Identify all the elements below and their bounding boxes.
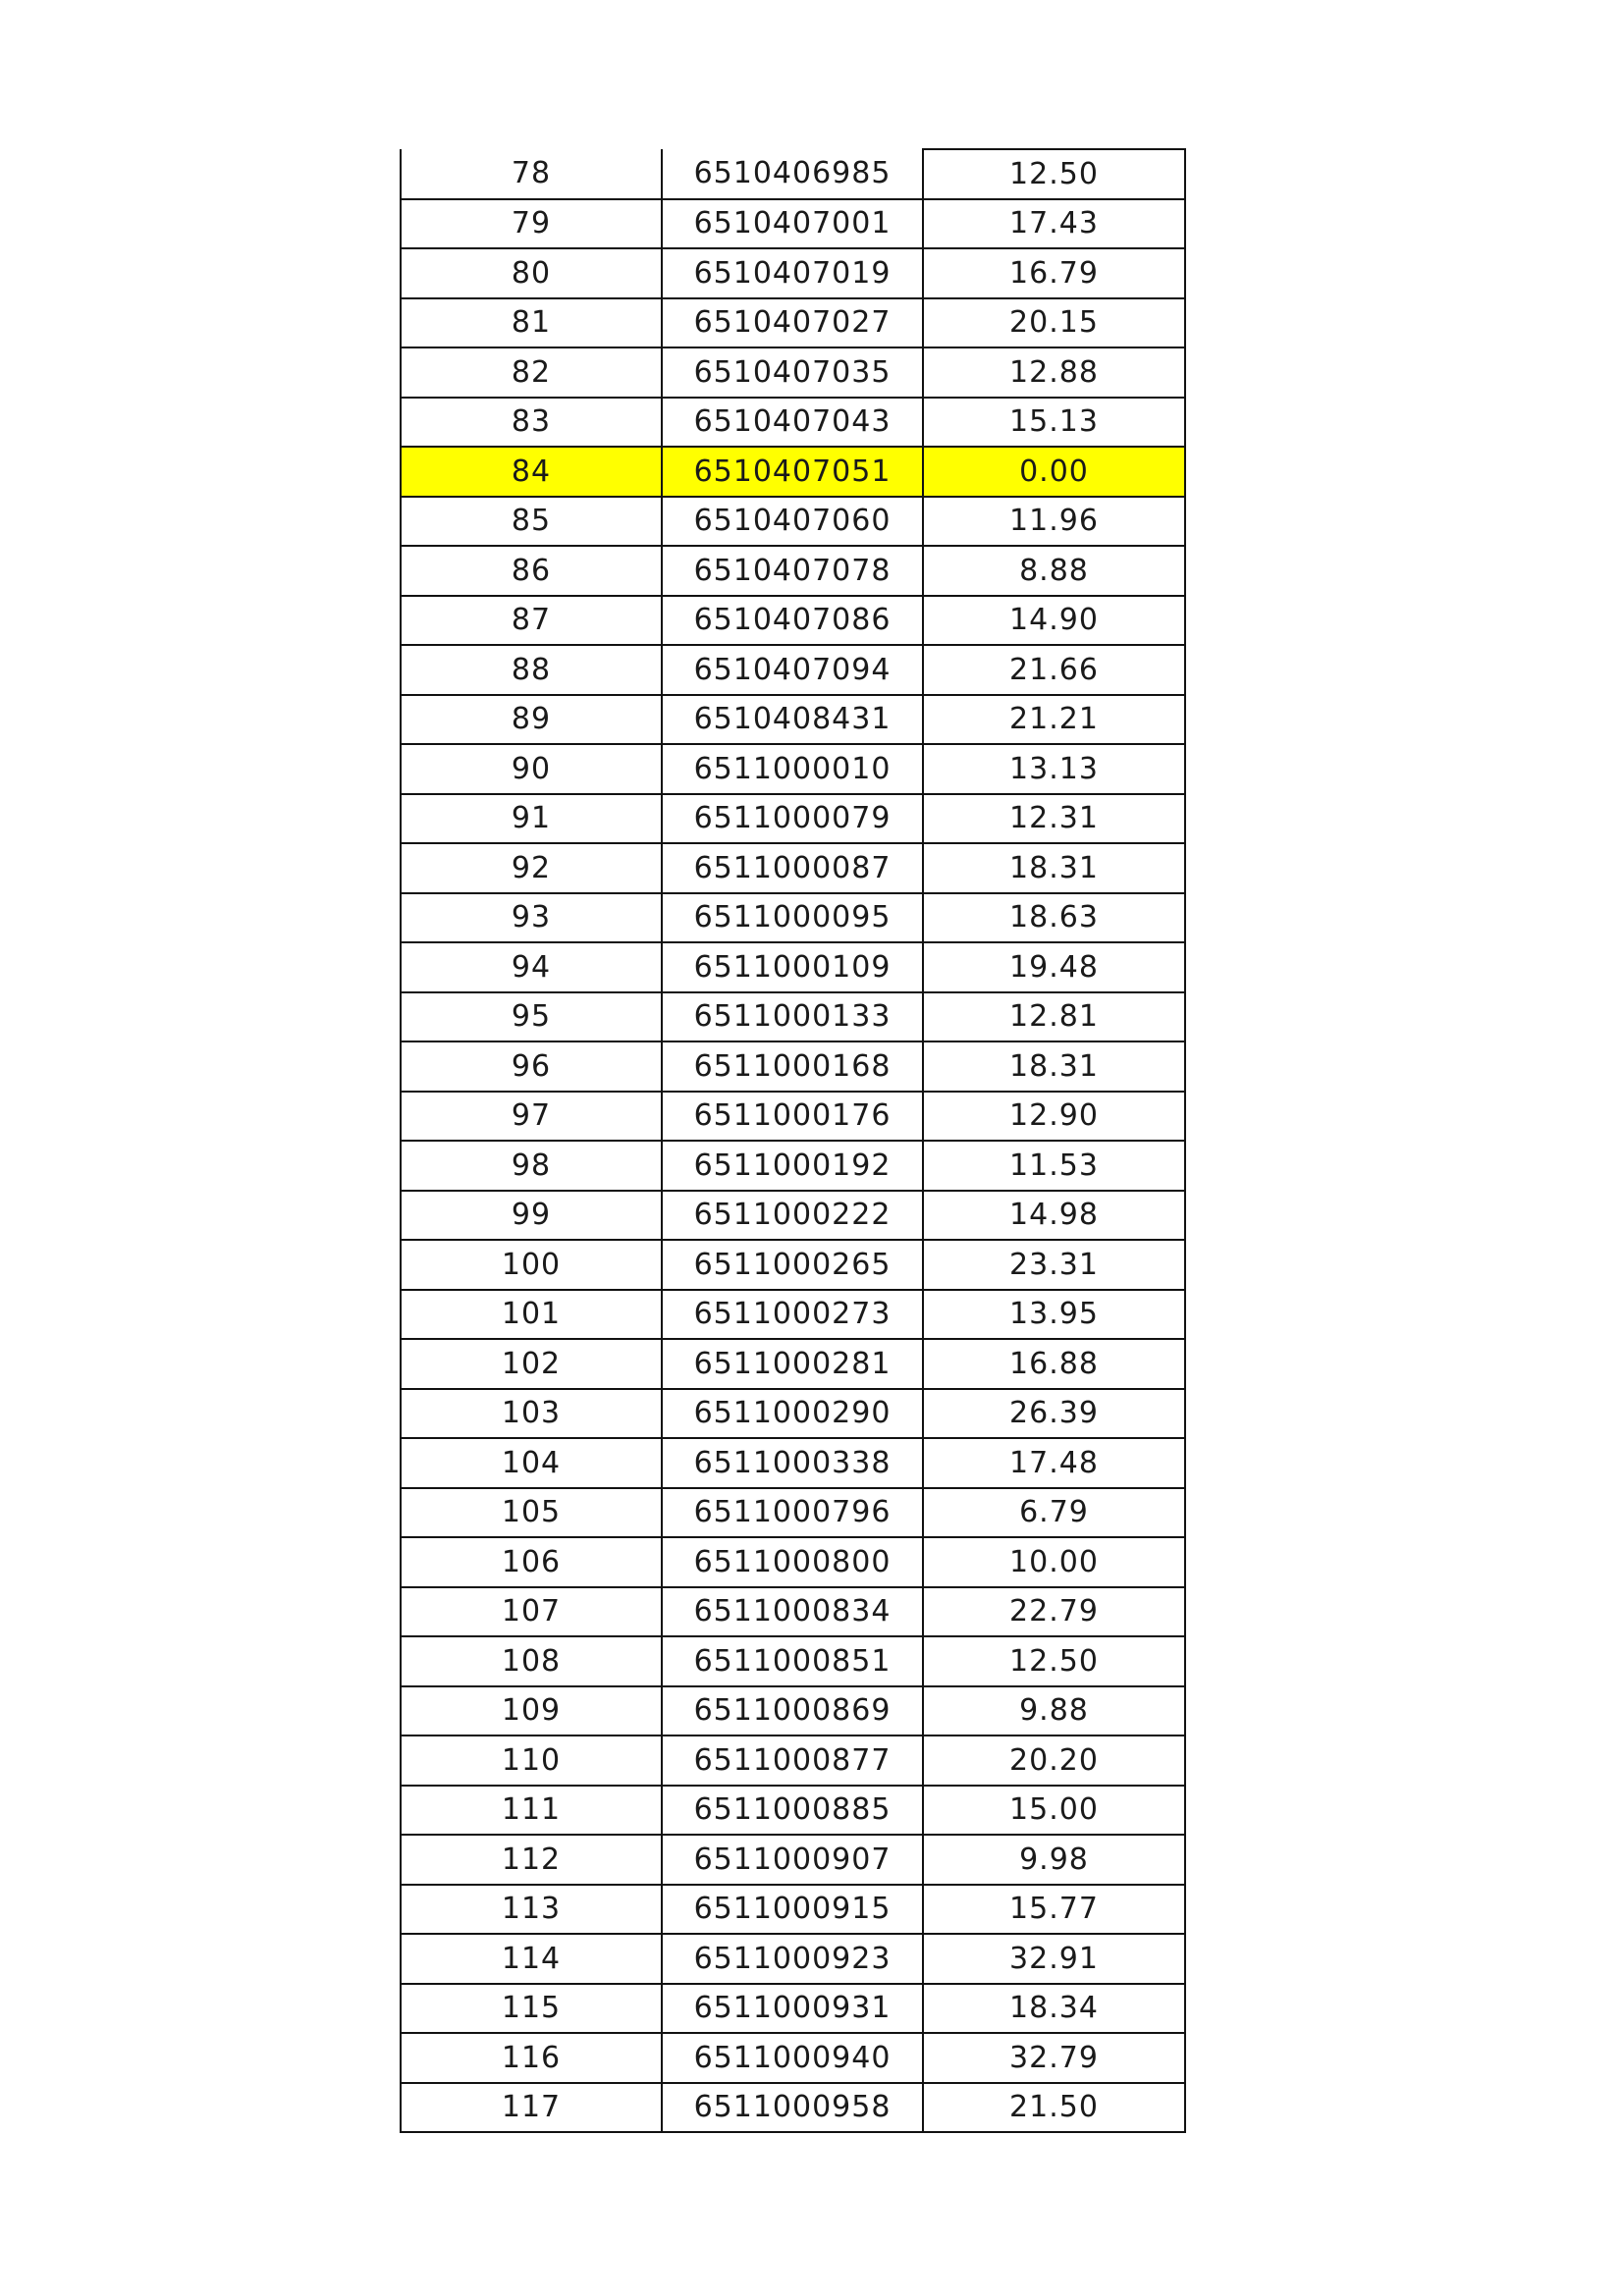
table-row [401, 2033, 1185, 2083]
table-row [401, 1041, 1185, 1092]
row-number-cell: 114 [401, 1934, 662, 1984]
table-row [401, 248, 1185, 298]
value-cell: 17.48 [923, 1438, 1185, 1488]
table-row [401, 199, 1185, 249]
code-cell: 6510406985 [662, 149, 923, 199]
row-number-cell: 102 [401, 1339, 662, 1389]
code-cell: 6510407086 [662, 596, 923, 646]
code-cell: 6511000010 [662, 744, 923, 794]
table-row [401, 1885, 1185, 1935]
table-row [401, 1636, 1185, 1686]
value-cell: 14.90 [923, 596, 1185, 646]
code-cell: 6510407051 [662, 447, 923, 497]
row-number-cell: 116 [401, 2033, 662, 2083]
row-number-cell: 88 [401, 645, 662, 695]
code-cell: 6510407035 [662, 347, 923, 398]
value-cell: 13.13 [923, 744, 1185, 794]
row-number-cell: 80 [401, 248, 662, 298]
table-row [401, 942, 1185, 992]
code-cell: 6511000290 [662, 1389, 923, 1439]
code-cell: 6511000796 [662, 1488, 923, 1538]
row-number-cell: 94 [401, 942, 662, 992]
row-number-cell: 101 [401, 1290, 662, 1340]
code-cell: 6511000931 [662, 1984, 923, 2034]
value-cell: 12.50 [923, 149, 1185, 199]
value-cell: 21.66 [923, 645, 1185, 695]
table-row [401, 1141, 1185, 1191]
row-number-cell: 98 [401, 1141, 662, 1191]
code-cell: 6511000079 [662, 794, 923, 844]
value-cell: 16.88 [923, 1339, 1185, 1389]
table-row [401, 1537, 1185, 1587]
table-row [401, 1488, 1185, 1538]
row-number-cell: 83 [401, 398, 662, 448]
row-number-cell: 106 [401, 1537, 662, 1587]
code-cell: 6510407078 [662, 546, 923, 596]
value-cell: 12.88 [923, 347, 1185, 398]
row-number-cell: 100 [401, 1240, 662, 1290]
code-cell: 6510407094 [662, 645, 923, 695]
table-row [401, 695, 1185, 745]
table-row [401, 1686, 1185, 1736]
row-number-cell: 113 [401, 1885, 662, 1935]
value-cell: 21.50 [923, 2083, 1185, 2133]
code-cell: 6510407043 [662, 398, 923, 448]
table-row [401, 843, 1185, 893]
code-cell: 6511000885 [662, 1786, 923, 1836]
table-row [401, 744, 1185, 794]
value-cell: 12.50 [923, 1636, 1185, 1686]
code-cell: 6511000940 [662, 2033, 923, 2083]
value-cell: 14.98 [923, 1191, 1185, 1241]
value-cell: 26.39 [923, 1389, 1185, 1439]
code-cell: 6511000168 [662, 1041, 923, 1092]
row-number-cell: 107 [401, 1587, 662, 1637]
value-cell: 9.88 [923, 1686, 1185, 1736]
table-row [401, 1191, 1185, 1241]
value-cell: 20.15 [923, 298, 1185, 348]
value-cell: 18.31 [923, 843, 1185, 893]
value-cell: 32.79 [923, 2033, 1185, 2083]
row-number-cell: 85 [401, 497, 662, 547]
code-cell: 6511000095 [662, 893, 923, 943]
code-cell: 6510407060 [662, 497, 923, 547]
data-table [400, 148, 1186, 2133]
code-cell: 6511000915 [662, 1885, 923, 1935]
value-cell: 11.53 [923, 1141, 1185, 1191]
code-cell: 6511000087 [662, 843, 923, 893]
table-row [401, 347, 1185, 398]
value-cell: 8.88 [923, 546, 1185, 596]
table-row [401, 1389, 1185, 1439]
value-cell: 12.81 [923, 992, 1185, 1042]
table-row [401, 398, 1185, 448]
table-body [401, 149, 1185, 2132]
value-cell: 15.77 [923, 1885, 1185, 1935]
value-cell: 12.31 [923, 794, 1185, 844]
value-cell: 18.63 [923, 893, 1185, 943]
row-number-cell: 112 [401, 1835, 662, 1885]
row-number-cell: 91 [401, 794, 662, 844]
table-row [401, 1735, 1185, 1786]
value-cell: 23.31 [923, 1240, 1185, 1290]
row-number-cell: 89 [401, 695, 662, 745]
code-cell: 6510407001 [662, 199, 923, 249]
code-cell: 6511000109 [662, 942, 923, 992]
table-row [401, 1587, 1185, 1637]
value-cell: 9.98 [923, 1835, 1185, 1885]
table-row [401, 893, 1185, 943]
row-number-cell: 104 [401, 1438, 662, 1488]
row-number-cell: 96 [401, 1041, 662, 1092]
value-cell: 6.79 [923, 1488, 1185, 1538]
value-cell: 18.31 [923, 1041, 1185, 1092]
table-row [401, 1339, 1185, 1389]
value-cell: 21.21 [923, 695, 1185, 745]
table-row [401, 1092, 1185, 1142]
value-cell: 18.34 [923, 1984, 1185, 2034]
row-number-cell: 111 [401, 1786, 662, 1836]
data-sheet [400, 148, 1184, 2133]
table-row [401, 546, 1185, 596]
value-cell: 13.95 [923, 1290, 1185, 1340]
row-number-cell: 97 [401, 1092, 662, 1142]
code-cell: 6511000907 [662, 1835, 923, 1885]
table-row [401, 1934, 1185, 1984]
value-cell: 16.79 [923, 248, 1185, 298]
value-cell: 15.00 [923, 1786, 1185, 1836]
code-cell: 6511000851 [662, 1636, 923, 1686]
code-cell: 6511000133 [662, 992, 923, 1042]
table-row [401, 497, 1185, 547]
code-cell: 6510407019 [662, 248, 923, 298]
table-row [401, 1438, 1185, 1488]
table-row [401, 149, 1185, 199]
value-cell: 20.20 [923, 1735, 1185, 1786]
row-number-cell: 110 [401, 1735, 662, 1786]
code-cell: 6511000800 [662, 1537, 923, 1587]
code-cell: 6511000338 [662, 1438, 923, 1488]
code-cell: 6511000958 [662, 2083, 923, 2133]
row-number-cell: 99 [401, 1191, 662, 1241]
row-number-cell: 115 [401, 1984, 662, 2034]
row-number-cell: 87 [401, 596, 662, 646]
table-row [401, 2083, 1185, 2133]
code-cell: 6511000176 [662, 1092, 923, 1142]
code-cell: 6510408431 [662, 695, 923, 745]
row-number-cell: 90 [401, 744, 662, 794]
code-cell: 6510407027 [662, 298, 923, 348]
row-number-cell: 86 [401, 546, 662, 596]
table-row [401, 1290, 1185, 1340]
row-number-cell: 95 [401, 992, 662, 1042]
row-number-cell: 84 [401, 447, 662, 497]
value-cell: 0.00 [923, 447, 1185, 497]
row-number-cell: 93 [401, 893, 662, 943]
row-number-cell: 81 [401, 298, 662, 348]
row-number-cell: 108 [401, 1636, 662, 1686]
table-row [401, 596, 1185, 646]
table-row [401, 992, 1185, 1042]
row-number-cell: 103 [401, 1389, 662, 1439]
table-row-highlighted [401, 447, 1185, 497]
row-number-cell: 92 [401, 843, 662, 893]
value-cell: 10.00 [923, 1537, 1185, 1587]
value-cell: 15.13 [923, 398, 1185, 448]
code-cell: 6511000877 [662, 1735, 923, 1786]
code-cell: 6511000273 [662, 1290, 923, 1340]
table-row [401, 1835, 1185, 1885]
code-cell: 6511000192 [662, 1141, 923, 1191]
value-cell: 32.91 [923, 1934, 1185, 1984]
table-row [401, 298, 1185, 348]
row-number-cell: 79 [401, 199, 662, 249]
table-row [401, 794, 1185, 844]
code-cell: 6511000869 [662, 1686, 923, 1736]
code-cell: 6511000923 [662, 1934, 923, 1984]
code-cell: 6511000265 [662, 1240, 923, 1290]
code-cell: 6511000222 [662, 1191, 923, 1241]
value-cell: 12.90 [923, 1092, 1185, 1142]
table-row [401, 1786, 1185, 1836]
row-number-cell: 117 [401, 2083, 662, 2133]
code-cell: 6511000834 [662, 1587, 923, 1637]
table-row [401, 1240, 1185, 1290]
row-number-cell: 105 [401, 1488, 662, 1538]
row-number-cell: 78 [401, 149, 662, 199]
table-row [401, 645, 1185, 695]
code-cell: 6511000281 [662, 1339, 923, 1389]
row-number-cell: 109 [401, 1686, 662, 1736]
row-number-cell: 82 [401, 347, 662, 398]
value-cell: 11.96 [923, 497, 1185, 547]
value-cell: 19.48 [923, 942, 1185, 992]
value-cell: 22.79 [923, 1587, 1185, 1637]
value-cell: 17.43 [923, 199, 1185, 249]
table-row [401, 1984, 1185, 2034]
